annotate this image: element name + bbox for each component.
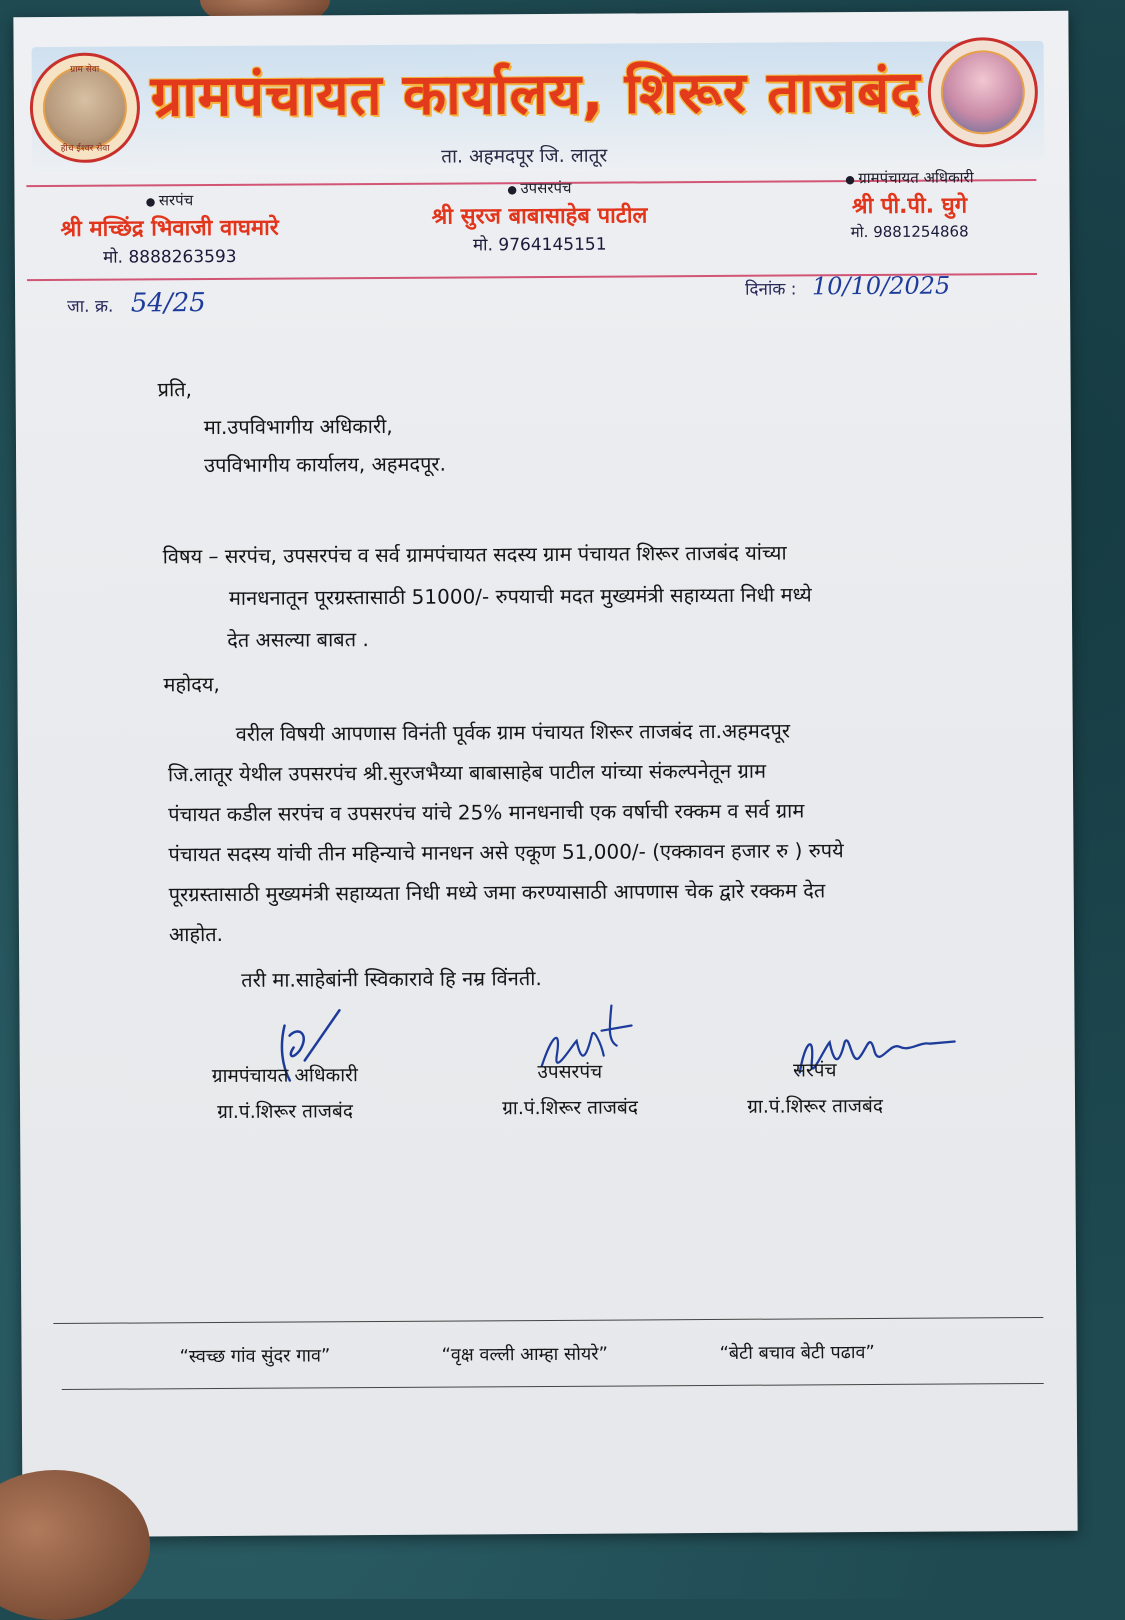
official-phone: मो. 9764145151: [472, 234, 607, 256]
official-role: ● उपसरपंच: [399, 177, 679, 199]
portrait-icon: [43, 66, 128, 151]
gandhi-emblem: [30, 52, 141, 163]
footer-slogan-3: “बेटी बचाव बेटी पढाव”: [719, 1341, 875, 1364]
office-title: ग्रामपंचायत कार्यालय, शिरूर ताजबंद: [150, 59, 922, 130]
signatory-role: ग्रामपंचायत अधिकारी: [211, 1064, 358, 1088]
official-name: श्री सुरज बाबासाहेब पाटील: [431, 203, 648, 230]
subject-line-2: मानधनातून पूरग्रस्तासाठी 51000/- रुपयाची मदत मुख्यमंत्री सहाय्यता निधी मध्ये: [228, 582, 812, 610]
footer-slogan-1: “स्वच्छ गांव सुंदर गाव”: [179, 1345, 331, 1368]
body-line-3: पंचायत कडील सरपंच व उपसरपंच यांचे 25% मानधनाची एक वर्षाची रक्कम व सर्व ग्राम: [168, 798, 805, 827]
emblem-top-text: ग्राम सेवा: [70, 64, 100, 75]
signatory-role: सरपंच: [792, 1059, 837, 1082]
signatory-gram-adhikari: [180, 1057, 390, 1130]
letter-paper: [13, 11, 1077, 1537]
subject-line-1: विषय – सरपंच, उपसरपंच व सर्व ग्रामपंचायत सदस्य ग्राम पंचायत शिरूर ताजबंद यांच्या: [162, 540, 787, 569]
official-role: ● सरपंच: [34, 189, 304, 211]
footer-slogan-2: “वृक्ष वल्ली आम्हा सोयरे”: [441, 1343, 609, 1366]
official-name: श्री पी.पी. घुगे: [851, 193, 968, 220]
footer-rule-bottom: [62, 1383, 1044, 1390]
official-phone: मो. 9881254868: [850, 222, 969, 242]
body-line-1: वरील विषयी आपणास विनंती पूर्वक ग्राम पंचायत शिरूर ताजबंद ता.अहमदपूर: [235, 718, 791, 746]
salutation: महोदय,: [163, 671, 220, 697]
reference-number: [67, 288, 206, 319]
official-upsarpanch: [399, 177, 679, 256]
footer-rule-top: [53, 1317, 1043, 1324]
signatory-place: ग्रा.पं.शिरूर ताजबंद: [747, 1095, 883, 1118]
signatory-place: ग्रा.पं.शिरूर ताजबंद: [217, 1100, 353, 1124]
signatory-place: ग्रा.पं.शिरूर ताजबंद: [502, 1096, 638, 1120]
office-address: ता. अहमदपूर जि. लातूर: [441, 144, 608, 168]
recipient-line-2: उपविभागीय कार्यालय, अहमदपूर.: [204, 451, 447, 478]
official-phone: मो. 8888263593: [102, 246, 237, 268]
body-line-4: पंचायत सदस्य यांची तीन महिन्याचे मानधन असे एकूण 51,000/- (एक्कावन हजार रु ) रुपये: [168, 838, 844, 867]
signatory-role: उपसरपंच: [537, 1060, 603, 1084]
date-label: दिनांक :: [744, 279, 797, 300]
official-name: श्री मच्छिंद्र भिवाजी वाघमारे: [60, 215, 279, 242]
deity-icon: [941, 50, 1026, 135]
recipient-prefix: प्रति,: [157, 377, 193, 402]
official-gram-adhikari: [804, 167, 1014, 242]
subject-line-3: देत असल्या बाबत .: [227, 627, 369, 652]
reference-label: जा. क्र.: [67, 296, 114, 317]
letter-date: [745, 272, 950, 301]
body-line-5: पूरग्रस्तासाठी मुख्यमंत्री सहाय्यता निधी मध्ये जमा करण्यासाठी आपणास चेक द्वारे रक्कम देत: [168, 878, 826, 907]
body-line-2: जि.लातूर येथील उपसरपंच श्री.सुरजभैय्या बाबासाहेब पाटील यांच्या संकल्पनेतून ग्राम: [167, 758, 767, 787]
signatory-upsarpanch: [465, 1053, 675, 1126]
signatory-sarpanch: [710, 1052, 920, 1125]
official-sarpanch: [34, 189, 304, 268]
emblem-bottom-text: हीच ईश्वर सेवा: [60, 143, 110, 154]
deity-emblem: [928, 37, 1039, 148]
reference-value: 54/25: [130, 288, 206, 319]
official-role: ● ग्रामपंचायत अधिकारी: [804, 167, 1014, 188]
body-line-6: आहोत.: [168, 921, 224, 947]
date-value: 10/10/2025: [811, 271, 951, 301]
recipient-line-1: मा.उपविभागीय अधिकारी,: [203, 413, 393, 440]
body-closing: तरी मा.साहेबांनी स्विकारावे हि नम्र विंनती.: [241, 966, 542, 992]
